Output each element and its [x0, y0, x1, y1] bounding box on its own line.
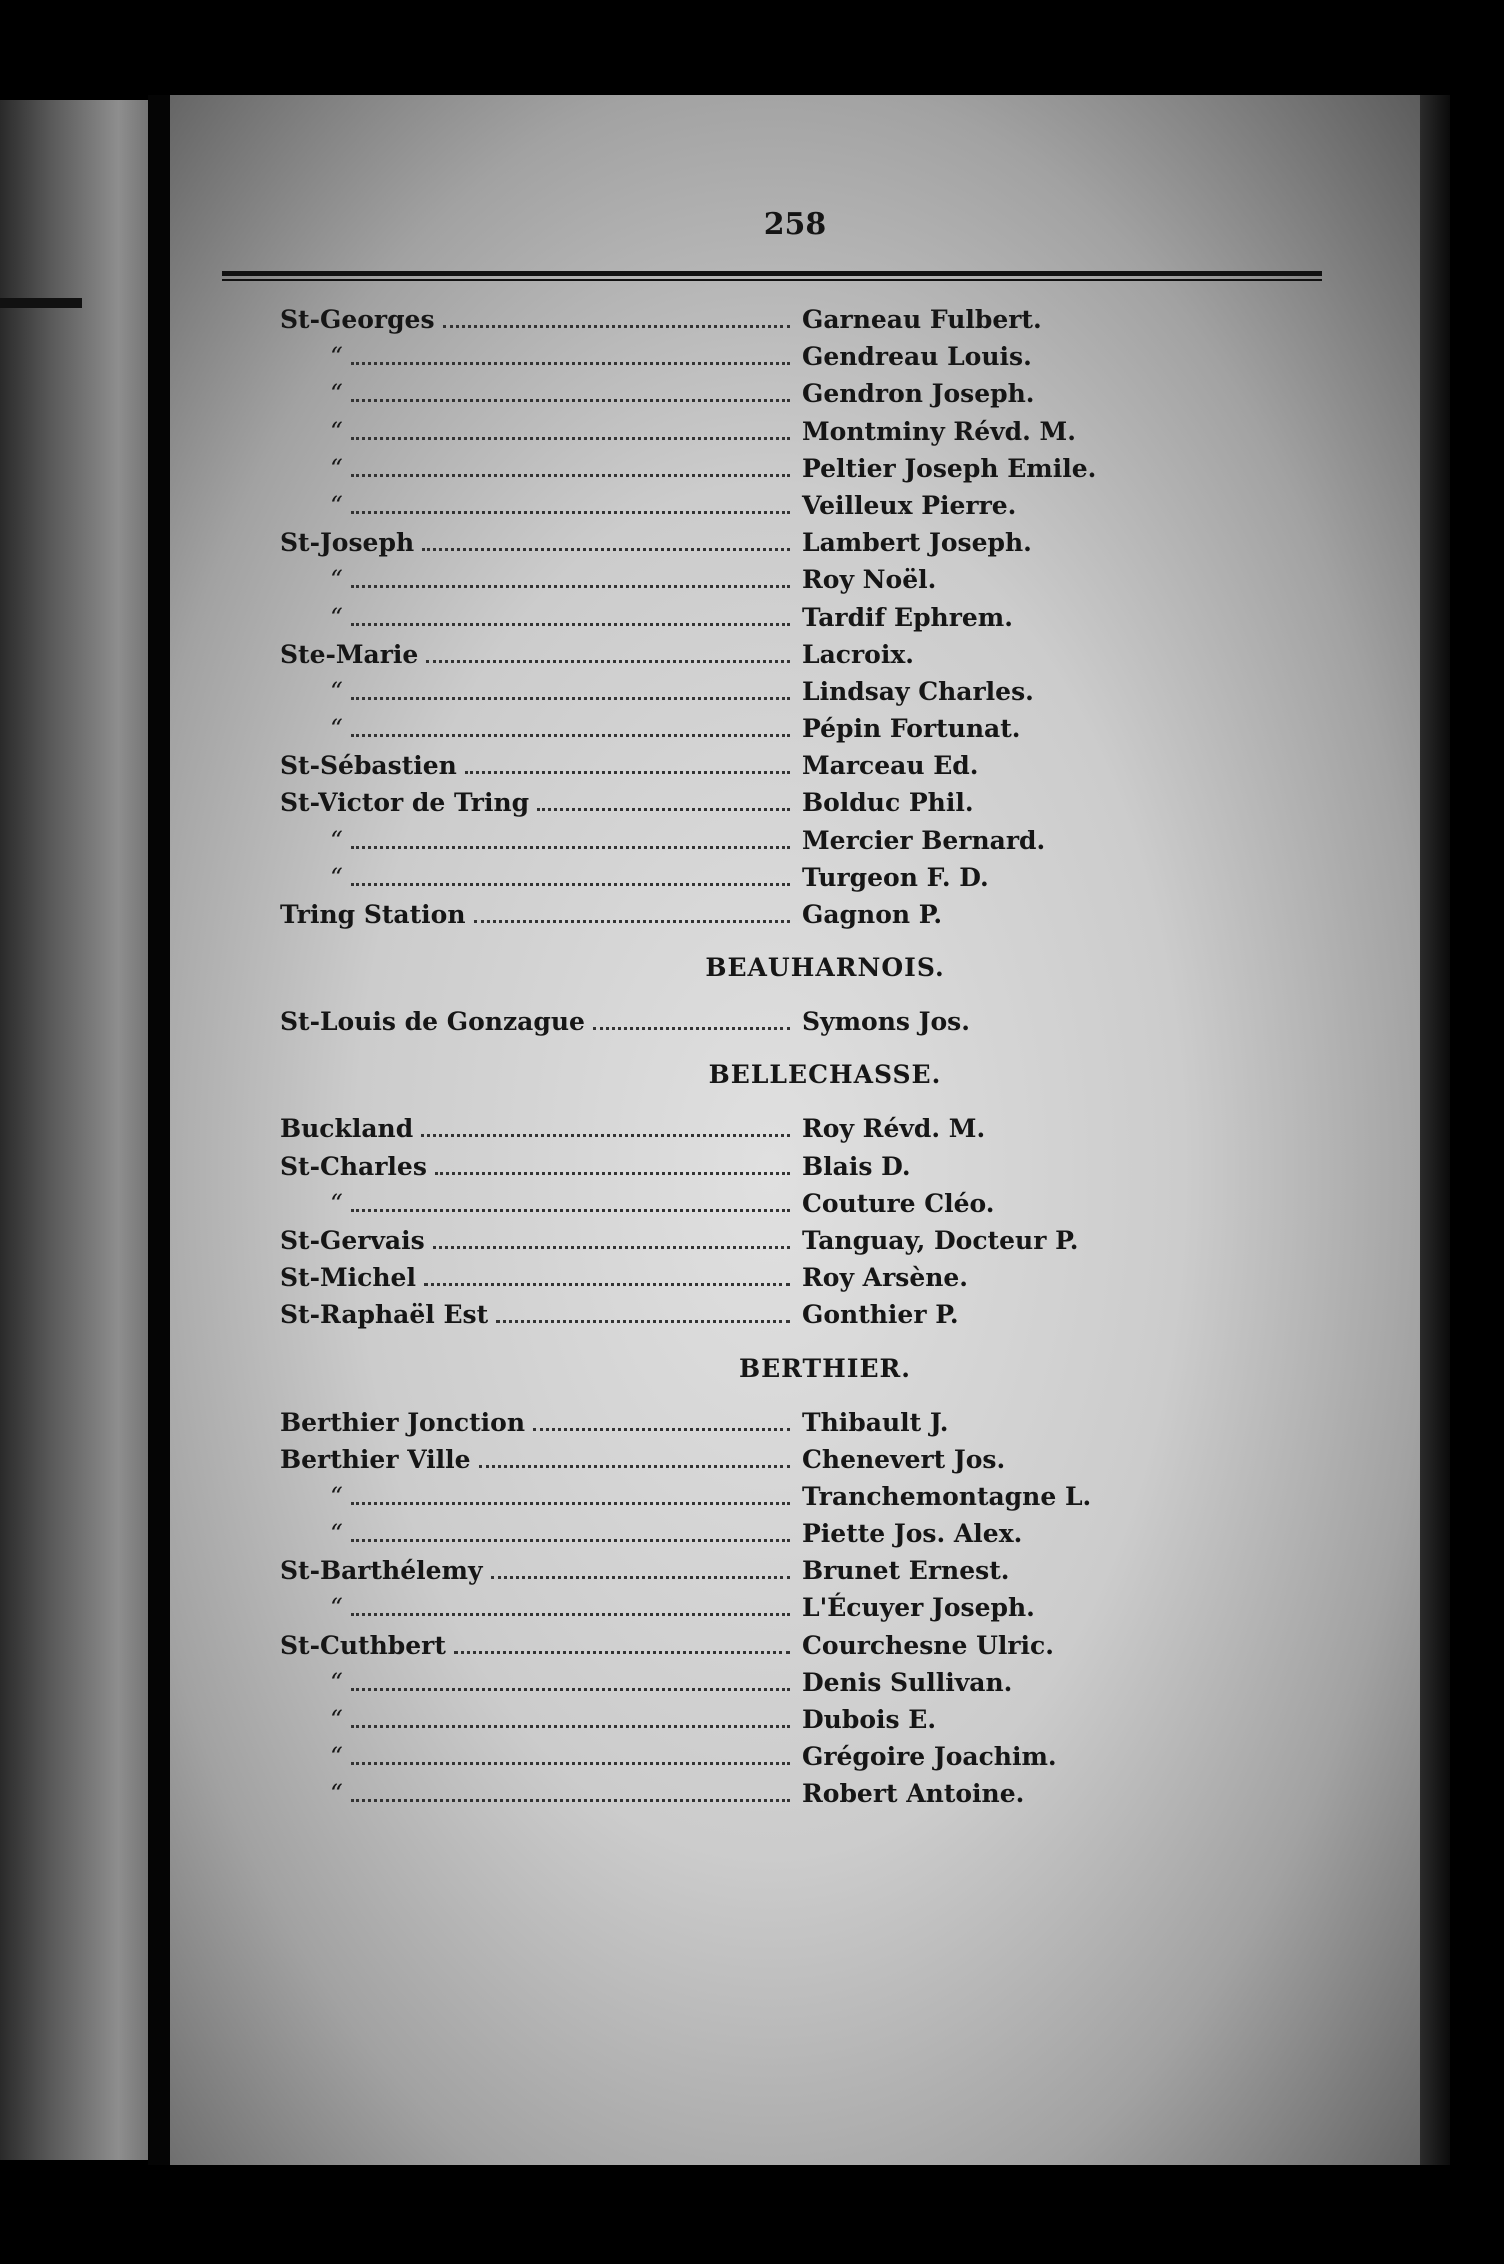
directory-entry: [170, 896, 1420, 933]
place-name: St-Sébastien: [280, 751, 457, 781]
ditto-mark: “: [330, 1593, 343, 1623]
place-name: Tring Station: [280, 900, 466, 929]
person-name: Tardif Ephrem.: [802, 602, 1013, 632]
directory-entry: [170, 1775, 1420, 1812]
ditto-mark: “: [330, 1667, 343, 1697]
person-name: Gendreau Louis.: [802, 342, 1032, 372]
person-name: Denis Sullivan.: [802, 1667, 1013, 1697]
place-name: St-Louis de Gonzague: [280, 1007, 585, 1037]
person-name: L'Écuyer Joseph.: [802, 1593, 1035, 1623]
dot-leader: [351, 623, 790, 626]
directory-entry: [170, 561, 1420, 598]
dot-leader: [351, 697, 790, 700]
person-name: Montminy Révd. M.: [802, 416, 1076, 446]
place-name: St-Raphaël Est: [280, 1300, 489, 1330]
document-page: [170, 95, 1420, 2165]
dot-leader: [479, 1465, 790, 1468]
directory-entry: [170, 1552, 1420, 1589]
ditto-mark: “: [330, 565, 343, 595]
directory-entry: [170, 487, 1420, 524]
directory-entry: [170, 784, 1420, 821]
person-name: Symons Jos.: [802, 1007, 970, 1037]
ditto-mark: “: [330, 714, 343, 744]
person-name: Dubois E.: [802, 1705, 937, 1734]
person-name: Lindsay Charles.: [802, 676, 1034, 706]
section-heading: BELLECHASSE.: [708, 1060, 942, 1090]
dot-leader: [351, 399, 790, 402]
directory-entry: [170, 1148, 1420, 1185]
person-name: Piette Jos. Alex.: [802, 1519, 1023, 1549]
dot-leader: [351, 474, 790, 477]
header-rule-thick: [222, 271, 1322, 276]
ditto-mark: “: [330, 1188, 343, 1218]
dot-leader: [351, 1688, 790, 1691]
header-rule-thin: [222, 279, 1322, 281]
dot-leader: [465, 771, 790, 774]
directory-entry: [170, 1404, 1420, 1441]
dot-leader: [433, 1246, 790, 1249]
dot-leader: [351, 1209, 790, 1212]
page-edge-shadow: [1420, 95, 1450, 2165]
directory-entry: [170, 450, 1420, 487]
person-name: Mercier Bernard.: [802, 825, 1046, 855]
directory-entry: [170, 636, 1420, 673]
directory-entry: [170, 524, 1420, 561]
dot-leader: [351, 883, 790, 886]
person-name: Blais D.: [802, 1151, 911, 1181]
person-name: Marceau Ed.: [802, 751, 979, 781]
dot-leader: [424, 1283, 790, 1286]
dot-leader: [422, 548, 790, 551]
person-name: Gonthier P.: [802, 1300, 959, 1330]
person-name: Peltier Joseph Emile.: [802, 453, 1097, 483]
ditto-mark: “: [330, 490, 343, 520]
directory-entry: [170, 1441, 1420, 1478]
dot-leader: [533, 1428, 790, 1431]
dot-leader: [496, 1320, 790, 1323]
directory-entry: [170, 822, 1420, 859]
ditto-mark: “: [330, 676, 343, 706]
dot-leader: [351, 1613, 790, 1616]
person-name: Couture Cléo.: [802, 1188, 995, 1218]
dot-leader: [351, 734, 790, 737]
dot-leader: [454, 1651, 790, 1654]
dot-leader: [474, 920, 790, 923]
person-name: Roy Arsène.: [802, 1263, 969, 1293]
person-name: Turgeon F. D.: [802, 862, 989, 892]
place-name: St-Michel: [280, 1263, 416, 1293]
dot-leader: [435, 1172, 790, 1175]
ditto-mark: “: [330, 453, 343, 483]
directory-entry: [170, 1222, 1420, 1259]
directory-entry: [170, 1664, 1420, 1701]
directory-entry: [170, 1738, 1420, 1775]
dot-leader: [351, 585, 790, 588]
person-name: Roy Révd. M.: [802, 1114, 986, 1144]
directory-entry: [170, 1478, 1420, 1515]
dot-leader: [421, 1134, 790, 1137]
directory-entry: [170, 673, 1420, 710]
place-name: St-Charles: [280, 1151, 427, 1181]
dot-leader: [351, 1762, 790, 1765]
directory-entry: [170, 599, 1420, 636]
directory-entry: [170, 1589, 1420, 1626]
directory-entry: [170, 1259, 1420, 1296]
directory-entry: [170, 710, 1420, 747]
dot-leader: [351, 511, 790, 514]
person-name: Lambert Joseph.: [802, 528, 1032, 558]
place-name: St-Barthélemy: [280, 1556, 483, 1586]
person-name: Roy Noël.: [802, 565, 937, 595]
dot-leader: [443, 325, 790, 328]
dot-leader: [351, 1725, 790, 1728]
person-name: Tranchemontagne L.: [802, 1481, 1092, 1511]
directory-entry: [170, 1627, 1420, 1664]
place-name: Ste-Marie: [280, 639, 419, 669]
directory-entry: [170, 1003, 1420, 1040]
directory-entry: [170, 1701, 1420, 1738]
directory-entry: [170, 413, 1420, 450]
section-heading: BEAUHARNOIS.: [705, 953, 945, 983]
directory-entry: [170, 1296, 1420, 1333]
person-name: Robert Antoine.: [802, 1779, 1025, 1809]
facing-page-rule: [0, 298, 82, 308]
place-name: St-Georges: [280, 305, 435, 334]
person-name: Brunet Ernest.: [802, 1556, 1010, 1586]
dot-leader: [351, 846, 790, 849]
facing-page-edge: [0, 100, 148, 2160]
place-name: St-Victor de Tring: [280, 788, 530, 818]
person-name: Gagnon P.: [802, 900, 943, 929]
place-name: St-Cuthbert: [280, 1630, 446, 1660]
place-name: St-Joseph: [280, 528, 415, 558]
directory-entry: [170, 338, 1420, 375]
directory-listing: [170, 301, 1420, 1813]
person-name: Gendron Joseph.: [802, 379, 1035, 409]
ditto-mark: “: [330, 1742, 343, 1772]
page-number: 258: [763, 207, 827, 242]
person-name: Chenevert Jos.: [802, 1444, 1006, 1474]
ditto-mark: “: [330, 1481, 343, 1511]
dot-leader: [351, 362, 790, 365]
directory-entry: [170, 375, 1420, 412]
ditto-mark: “: [330, 379, 343, 409]
person-name: Veilleux Pierre.: [802, 490, 1017, 520]
directory-entry: [170, 1110, 1420, 1147]
place-name: St-Gervais: [280, 1225, 425, 1255]
dot-leader: [426, 660, 790, 663]
ditto-mark: “: [330, 825, 343, 855]
ditto-mark: “: [330, 1779, 343, 1809]
dot-leader: [593, 1027, 790, 1030]
person-name: Thibault J.: [802, 1407, 949, 1437]
book-gutter: [148, 95, 170, 2165]
person-name: Grégoire Joachim.: [802, 1742, 1057, 1772]
ditto-mark: “: [330, 1519, 343, 1549]
person-name: Tanguay, Docteur P.: [802, 1225, 1079, 1255]
person-name: Courchesne Ulric.: [802, 1630, 1054, 1660]
dot-leader: [537, 808, 790, 811]
section-heading: BERTHIER.: [739, 1353, 911, 1383]
ditto-mark: “: [330, 342, 343, 372]
dot-leader: [351, 437, 790, 440]
place-name: Buckland: [280, 1114, 414, 1144]
person-name: Pépin Fortunat.: [802, 714, 1021, 744]
directory-entry: [170, 1515, 1420, 1552]
place-name: Berthier Jonction: [280, 1407, 526, 1437]
directory-entry: [170, 1185, 1420, 1222]
place-name: Berthier Ville: [280, 1444, 471, 1474]
person-name: Bolduc Phil.: [802, 788, 974, 818]
dot-leader: [351, 1502, 790, 1505]
dot-leader: [351, 1799, 790, 1802]
person-name: Garneau Fulbert.: [802, 305, 1042, 334]
directory-entry: [170, 301, 1420, 338]
directory-entry: [170, 859, 1420, 896]
dot-leader: [351, 1539, 790, 1542]
directory-entry: [170, 747, 1420, 784]
dot-leader: [491, 1576, 790, 1579]
ditto-mark: “: [330, 416, 343, 446]
person-name: Lacroix.: [802, 639, 914, 669]
ditto-mark: “: [330, 1705, 343, 1734]
ditto-mark: “: [330, 602, 343, 632]
ditto-mark: “: [330, 862, 343, 892]
